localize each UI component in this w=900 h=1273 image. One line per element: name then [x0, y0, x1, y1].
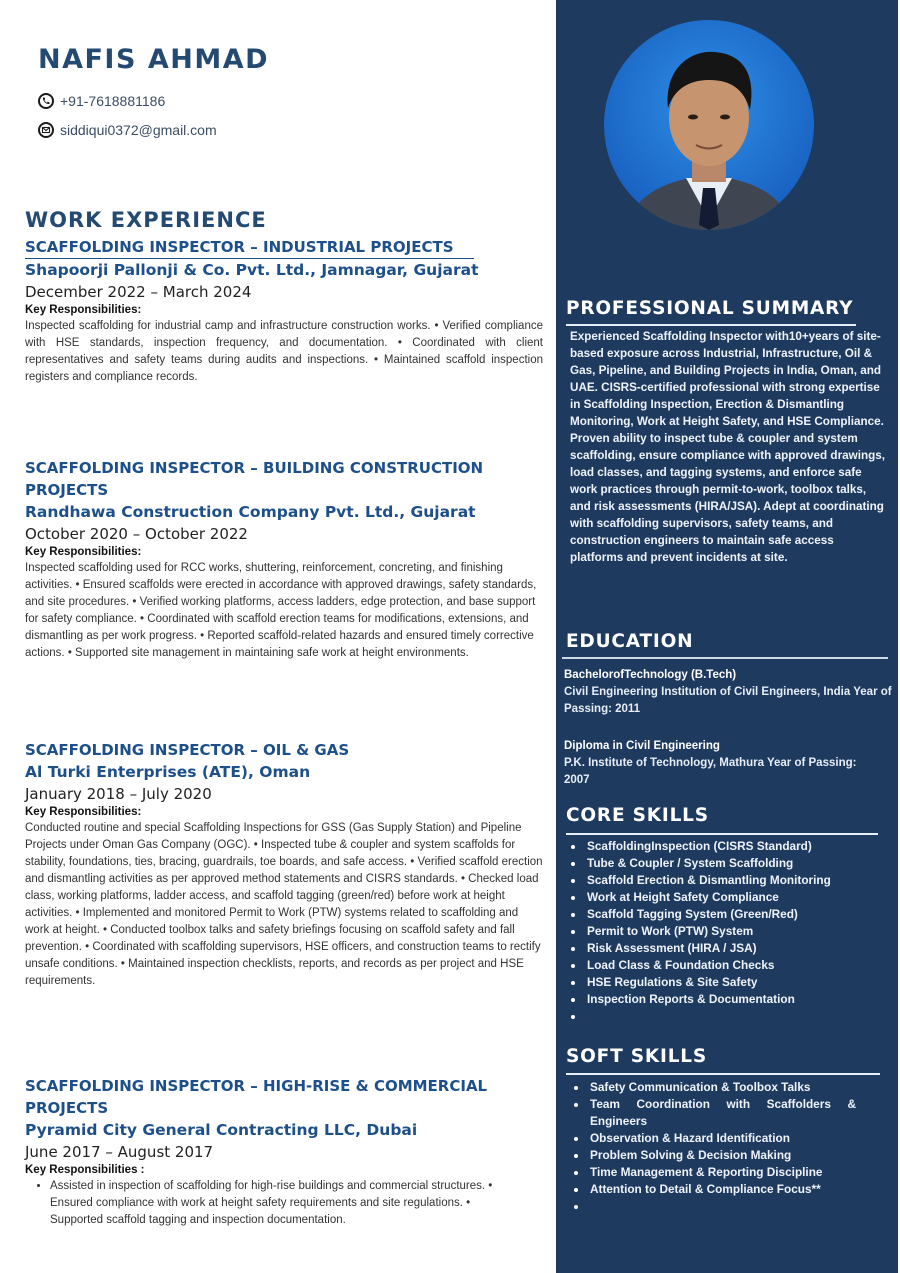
skill-item: ScaffoldingInspection (CISRS Standard)	[565, 838, 885, 855]
key-responsibilities-label: Key Responsibilities:	[25, 806, 142, 818]
job-description: Conducted routine and special Scaffolding Inspections for GSS (Gas Supply Station) and Pipeline Projects under Oman Gas Company (OGC). • Inspected tube & coupler and system scaffolds for stability, foundations, ties, bracing, guardrails, toe boards, and safe access. • Verified scaffold erection and dismantling activities as per approved method statements and CISRS standards. • Checked load class, working platforms, ladder access, and scaffold tagging (green/red) before work at height activities. • Implemented and monitored Permit to Work (PTW) systems related to scaffolding and work at height. • Conducted toolbox talks and safety briefings focusing on scaffold safety and fall prevention. • Coordinated with scaffolding supervisors, HSE officers, and construction teams to rectify unsafe conditions. • Maintained inspection checklists, reports, and records as per project and HSE requirements.	[25, 822, 543, 987]
education-degree: Diploma in Civil Engineering	[564, 740, 720, 752]
education-detail: P.K. Institute of Technology, Mathura Year of Passing: 2007	[564, 757, 857, 786]
bullet-icon	[571, 998, 575, 1002]
email-row	[38, 122, 217, 138]
skill-item	[568, 1198, 856, 1215]
key-responsibilities-label: Key Responsibilities:	[25, 304, 142, 316]
bullet-icon	[571, 845, 575, 849]
divider	[566, 833, 878, 835]
skill-item: Load Class & Foundation Checks	[565, 957, 885, 974]
job-dates: June 2017 – August 2017	[25, 1143, 214, 1161]
soft-skills-list	[568, 1079, 856, 1215]
skill-item: Observation & Hazard Identification	[568, 1130, 856, 1147]
bullet-icon	[574, 1086, 578, 1090]
bullet-icon	[571, 981, 575, 985]
skill-item: Time Management & Reporting Discipline	[568, 1164, 856, 1181]
job-company: Pyramid City General Contracting LLC, Dubai	[25, 1121, 418, 1139]
bullet-icon	[571, 930, 575, 934]
phone-number: +91-7618881186	[60, 93, 166, 109]
job-description: Inspected scaffolding for industrial camp and infrastructure construction works. • Verified compliance with HSE standards, inspection frequency, and documentation. • Coordinated with client representatives and safety teams during audits and inspections. • Maintained scaffold inspection registers and compliance records.	[25, 320, 543, 383]
bullet-icon	[574, 1137, 578, 1141]
skill-item: Safety Communication & Toolbox Talks	[568, 1079, 856, 1096]
key-responsibilities-label: Key Responsibilities:	[25, 546, 142, 558]
job-entry	[25, 457, 543, 662]
core-skills-heading: CORE SKILLS	[566, 805, 709, 826]
skill-item: Risk Assessment (HIRA / JSA)	[565, 940, 885, 957]
professional-summary-text: Experienced Scaffolding Inspector with10+years of site-based exposure across Industrial, Infrastructure, Oil & Gas, Pipeline, and Building Projects in India, Oman, and UAE. CISRS-certified professional with strong expertise in Scaffolding Inspection, Erection & Dismantling Monitoring, Work at Height Safety, and HSE Compliance. Proven ability to inspect tube & coupler and system scaffolding, ensure compliance with approved drawings, load classes, and tagging systems, and enforce safe work practices through permit-to-work, toolbox talks, and risk assessments (HIRA/JSA). Adept at coordinating with scaffolding supervisors, safety teams, and construction engineers to maintain safe access platforms and prevent incidents at site.	[570, 330, 885, 564]
job-title: SCAFFOLDING INSPECTOR – INDUSTRIAL PROJECTS	[25, 236, 474, 259]
education-entry	[564, 738, 864, 789]
bullet-icon	[574, 1103, 578, 1107]
job-entry	[25, 236, 543, 386]
job-company: Shapoorji Pallonji & Co. Pvt. Ltd., Jamnagar, Gujarat	[25, 261, 479, 279]
education-entry	[564, 667, 892, 718]
phone-icon	[38, 93, 54, 109]
job-company: Randhawa Construction Company Pvt. Ltd., Gujarat	[25, 503, 476, 521]
job-description: Assisted in inspection of scaffolding for high-rise buildings and commercial structures. • Ensured compliance with work at height safety requirements and site regulations. • Supported scaffold tagging and inspection documentation.	[50, 1180, 493, 1226]
skill-item: Scaffold Erection & Dismantling Monitoring	[565, 872, 885, 889]
skill-item: Team Coordination with Scaffolders & Engineers	[568, 1096, 856, 1130]
education-degree: BachelorofTechnology (B.Tech)	[564, 669, 737, 681]
job-title: SCAFFOLDING INSPECTOR – OIL & GAS	[25, 741, 350, 759]
bullet-icon	[574, 1171, 578, 1175]
bullet-icon	[574, 1205, 578, 1209]
skill-item: Work at Height Safety Compliance	[565, 889, 885, 906]
professional-summary-heading: PROFESSIONAL SUMMARY	[566, 298, 854, 319]
skill-item	[565, 1008, 885, 1025]
bullet-icon	[571, 913, 575, 917]
job-dates: October 2020 – October 2022	[25, 525, 248, 543]
bullet-icon	[571, 947, 575, 951]
job-title: SCAFFOLDING INSPECTOR – HIGH-RISE & COMMERCIAL PROJECTS	[25, 1077, 488, 1117]
job-company: Al Turki Enterprises (ATE), Oman	[25, 763, 311, 781]
bullet-icon	[571, 964, 575, 968]
divider	[562, 657, 888, 659]
bullet-icon	[574, 1188, 578, 1192]
skill-item: Scaffold Tagging System (Green/Red)	[565, 906, 885, 923]
soft-skills-heading: SOFT SKILLS	[566, 1046, 707, 1067]
phone-row	[38, 93, 165, 109]
work-experience-heading: WORK EXPERIENCE	[25, 208, 267, 232]
skill-item: Attention to Detail & Compliance Focus**	[568, 1181, 856, 1198]
candidate-name: NAFIS AHMAD	[38, 44, 269, 75]
job-title: SCAFFOLDING INSPECTOR – BUILDING CONSTRUCTION PROJECTS	[25, 459, 484, 499]
education-heading: EDUCATION	[566, 631, 694, 652]
education-detail: Civil Engineering Institution of Civil Engineers, India Year of Passing: 2011	[564, 686, 892, 715]
job-dates: January 2018 – July 2020	[25, 785, 212, 803]
skill-item: HSE Regulations & Site Safety	[565, 974, 885, 991]
profile-photo	[604, 20, 814, 230]
job-description: Inspected scaffolding used for RCC works, shuttering, reinforcement, concreting, and finishing activities. • Ensured scaffolds were erected in accordance with approved drawings, safety standards, and site procedures. • Verified working platforms, access ladders, edge protection, and base support for safety compliance. • Coordinated with scaffold erection teams for modifications, extensions, and dismantling as per work progress. • Reported scaffold-related hazards and ensured timely corrective actions. • Supported site management in maintaining safe work at height environments.	[25, 562, 537, 659]
bullet-icon	[571, 879, 575, 883]
divider	[566, 1073, 880, 1075]
core-skills-list	[565, 838, 885, 1025]
job-entry	[25, 1075, 543, 1229]
bullet-icon	[571, 862, 575, 866]
skill-item: Tube & Coupler / System Scaffolding	[565, 855, 885, 872]
bullet-icon	[571, 896, 575, 900]
bullet-icon	[574, 1154, 578, 1158]
skill-item: Inspection Reports & Documentation	[565, 991, 885, 1008]
job-entry	[25, 739, 543, 990]
email-icon	[38, 122, 54, 138]
bullet-icon	[571, 1015, 575, 1019]
key-responsibilities-label: Key Responsibilities :	[25, 1164, 145, 1176]
divider	[566, 324, 856, 326]
job-dates: December 2022 – March 2024	[25, 283, 252, 301]
skill-item: Permit to Work (PTW) System	[565, 923, 885, 940]
email-address: siddiqui0372@gmail.com	[60, 122, 217, 138]
skill-item: Problem Solving & Decision Making	[568, 1147, 856, 1164]
